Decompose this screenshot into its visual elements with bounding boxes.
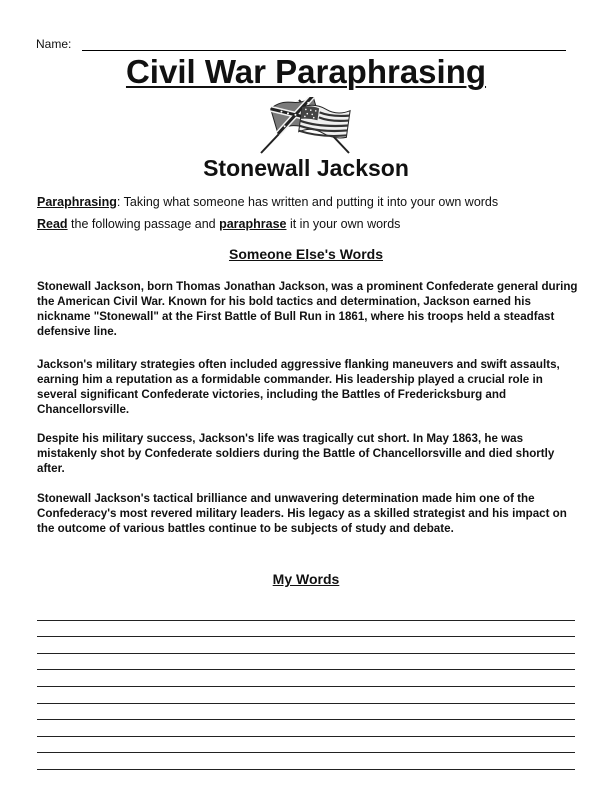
definition-term: Paraphrasing xyxy=(37,195,117,209)
passage-paragraph-2: Jackson's military strategies often included aggressive flanking maneuvers and swift assaults, earning him a reputation as a formidable commander. His leadership played a crucial role in several significant Confederate victories, including the Battles of Fredericksburg and Chancellorsville. xyxy=(37,358,560,416)
writing-line[interactable] xyxy=(37,604,575,621)
page-title-text: Civil War Paraphrasing xyxy=(125,53,487,90)
definition-line xyxy=(37,194,498,210)
writing-line[interactable] xyxy=(37,720,575,737)
name-input-line[interactable] xyxy=(82,50,566,51)
subtitle: Stonewall Jackson xyxy=(203,155,409,181)
writing-line[interactable] xyxy=(37,687,575,704)
writing-line[interactable] xyxy=(37,753,575,770)
my-words-heading-text: My Words xyxy=(272,571,340,587)
instruction-read: Read xyxy=(37,217,68,231)
crossed-flags-icon xyxy=(253,97,357,155)
someone-heading-text: Someone Else's Words xyxy=(228,246,383,262)
someone-heading xyxy=(0,245,612,263)
passage-paragraph-4: Stonewall Jackson's tactical brilliance and unwavering determination made him one of the Confederacy's most revered military leaders. His legacy as a skilled strategist and his impact on the outcome of various battles continue to be subjects of study and debate. xyxy=(37,492,567,535)
page-title xyxy=(0,52,612,92)
writing-line[interactable] xyxy=(37,704,575,721)
instruction-middle: the following passage and xyxy=(67,217,220,231)
writing-line[interactable] xyxy=(37,737,575,754)
writing-line[interactable] xyxy=(37,637,575,654)
passage-paragraph-1: Stonewall Jackson, born Thomas Jonathan Jackson, was a prominent Confederate general during the American Civil War. Known for his bold tactics and determination, Jackson earned his nickname "Stonewall" at the First Battle of Bull Run in 1861, where his troops held a steadfast defensive line. xyxy=(37,280,578,338)
writing-line[interactable] xyxy=(37,670,575,687)
definition-colon: : xyxy=(116,195,121,209)
writing-line[interactable] xyxy=(37,654,575,671)
writing-line[interactable] xyxy=(37,621,575,638)
my-words-heading xyxy=(0,570,612,588)
passage-paragraph-3: Despite his military success, Jackson's life was tragically cut short. In May 1863, he was mistakenly shot by Confederate soldiers during the Battle of Chancellorsville and died shortly after. xyxy=(37,432,555,475)
writing-lines[interactable] xyxy=(37,604,575,770)
instruction-paraphrase: paraphrase xyxy=(219,217,287,231)
name-row xyxy=(36,37,566,53)
instruction-line xyxy=(37,216,400,232)
name-label: Name: xyxy=(36,37,72,51)
instruction-end: it in your own words xyxy=(286,217,401,231)
definition-text: Taking what someone has written and putting it into your own words xyxy=(120,195,499,209)
